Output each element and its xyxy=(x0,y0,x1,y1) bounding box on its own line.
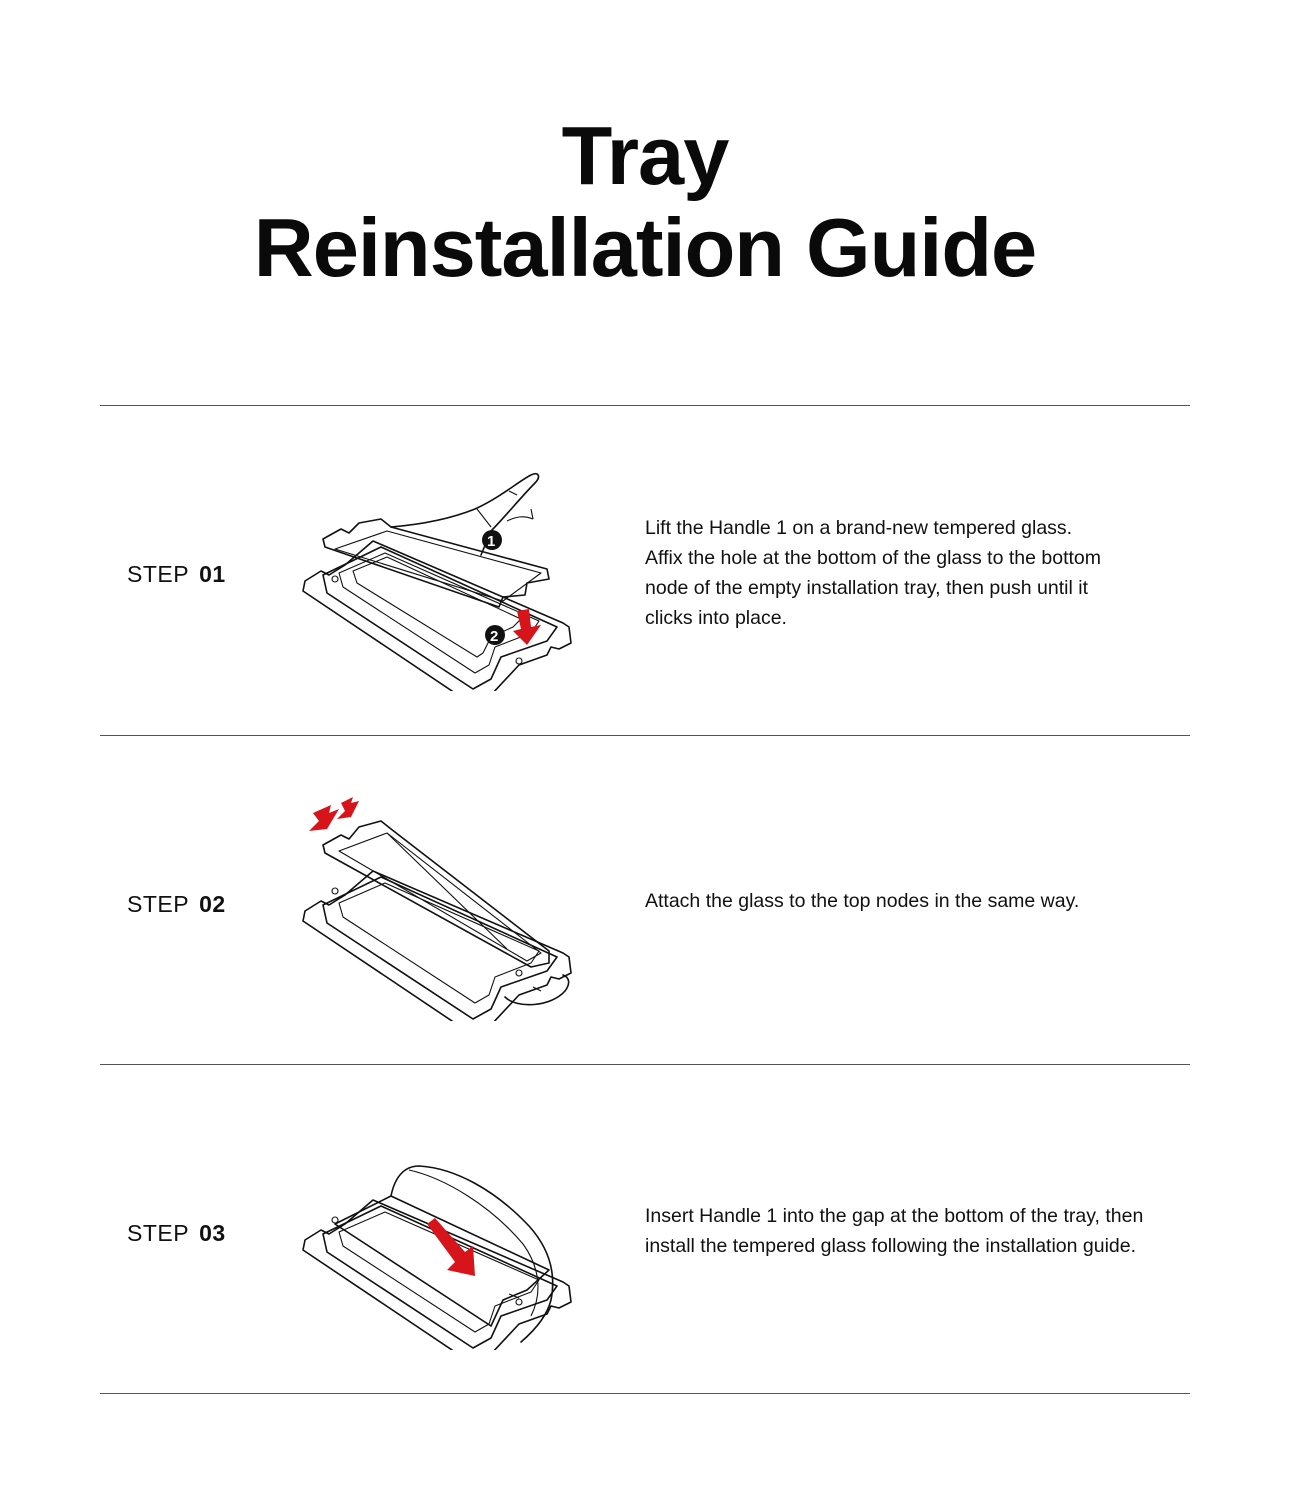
tray-attach-top-nodes-icon xyxy=(295,791,595,1021)
title-line-2: Reinstallation Guide xyxy=(253,201,1037,294)
step-number: 02 xyxy=(199,891,226,917)
description-line: Attach the glass to the top nodes in the same way. xyxy=(645,890,1080,912)
step-description xyxy=(645,886,1190,916)
insert-handle-arrow-icon xyxy=(427,1218,475,1276)
title-line-1: Tray xyxy=(561,109,729,202)
push-down-arrow-icon xyxy=(513,609,541,645)
step-number: 03 xyxy=(199,1220,226,1246)
description-line: Lift the Handle 1 on a brand-new tempered glass. xyxy=(645,517,1073,539)
description-line: install the tempered glass following the installation guide. xyxy=(645,1235,1137,1257)
step-03 xyxy=(100,1065,1190,1395)
step-label xyxy=(127,1219,226,1247)
step-badge-1-text: 1 xyxy=(487,533,496,550)
step-number: 01 xyxy=(199,561,226,587)
step-word: STEP xyxy=(127,1220,190,1246)
tray-insert-handle-icon xyxy=(295,1120,595,1350)
description-line: node of the empty installation tray, then push until it xyxy=(645,577,1088,599)
tray-lift-handle-and-affix-bottom-icon xyxy=(295,461,595,691)
divider xyxy=(100,1393,1190,1394)
attach-arrow-icon xyxy=(309,805,339,831)
description-line: Insert Handle 1 into the gap at the bottom of the tray, then xyxy=(645,1205,1144,1227)
step-01 xyxy=(100,406,1190,736)
description-line: Affix the hole at the bottom of the glass to the bottom xyxy=(645,547,1102,569)
page-title xyxy=(0,110,1290,294)
description-line: clicks into place. xyxy=(645,607,787,629)
step-label xyxy=(127,890,226,918)
step-badge-2-text: 2 xyxy=(490,628,499,645)
step-label xyxy=(127,560,226,588)
step-word: STEP xyxy=(127,891,190,917)
step-02 xyxy=(100,736,1190,1066)
attach-arrow-icon xyxy=(337,797,359,819)
step-description xyxy=(645,1201,1190,1261)
step-description xyxy=(645,513,1190,633)
step-word: STEP xyxy=(127,561,190,587)
